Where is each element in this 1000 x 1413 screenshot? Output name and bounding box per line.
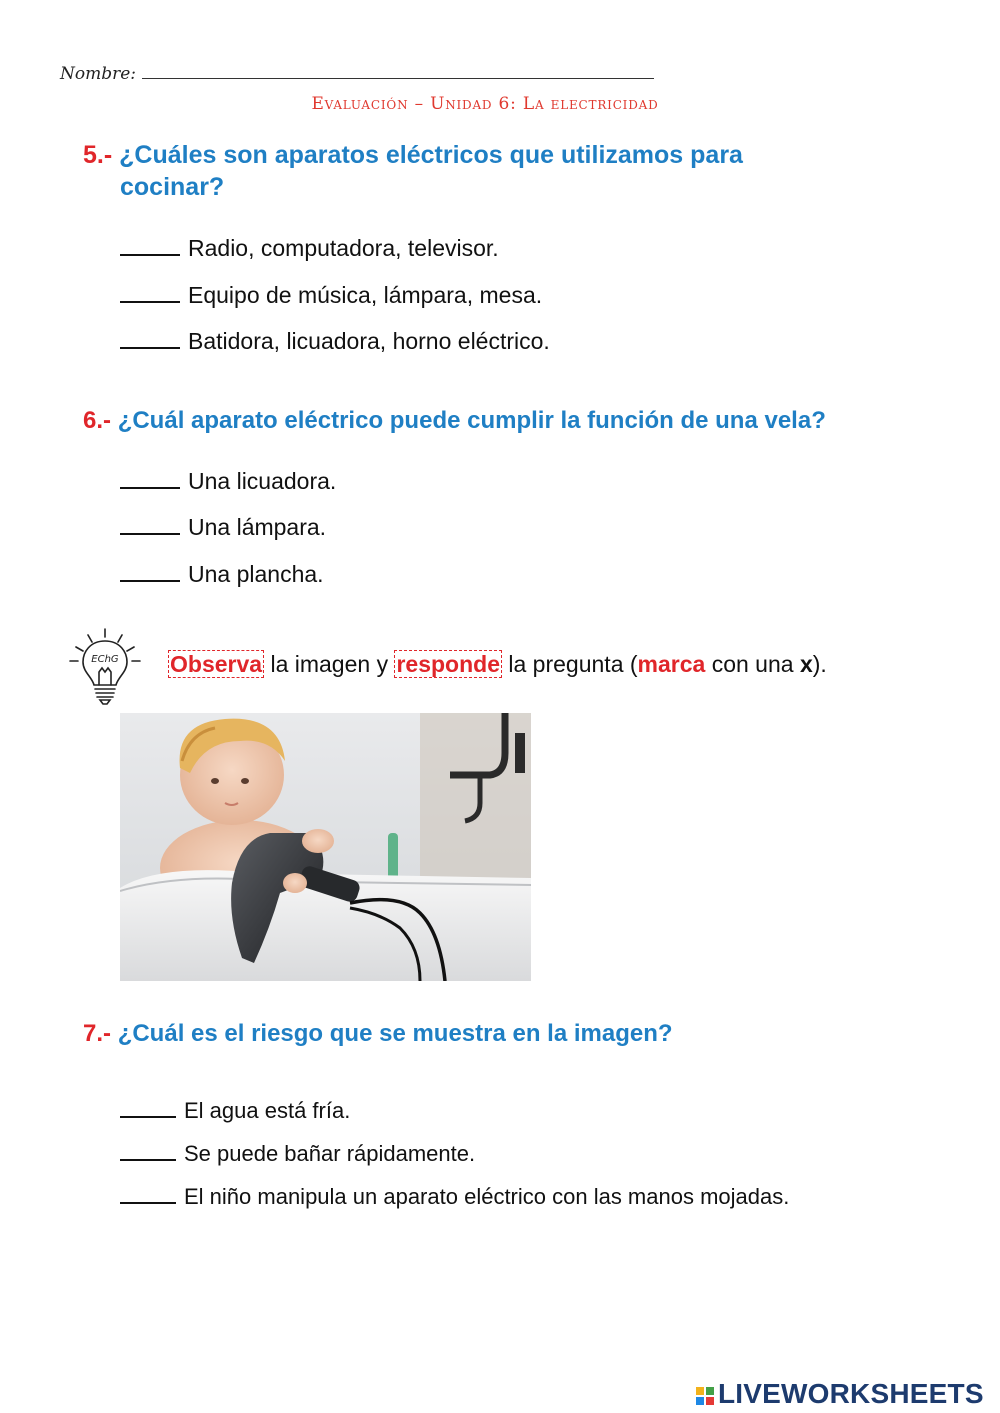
q5-option-2 <box>120 282 542 309</box>
question-5-number: 5.- <box>83 141 113 169</box>
q7-option-3 <box>120 1184 789 1210</box>
q6-option-1-label: Una licuadora. <box>188 468 337 494</box>
logo-text: EChG <box>91 654 119 665</box>
instruction-part-4: ). <box>812 651 827 677</box>
q5-option-2-label: Equipo de música, lámpara, mesa. <box>188 282 543 308</box>
q5-option-2-blank[interactable] <box>120 299 180 303</box>
question-6-number: 6.- <box>83 407 112 434</box>
q7-option-1-blank[interactable] <box>120 1114 176 1118</box>
question-6 <box>83 405 826 437</box>
question-5-text-line1: ¿Cuáles son aparatos eléctricos que utilizamos para <box>119 141 743 169</box>
name-line[interactable] <box>142 64 654 79</box>
q5-option-1-label: Radio, computadora, televisor. <box>188 235 499 261</box>
liveworksheets-logo <box>696 1378 984 1408</box>
q7-option-2 <box>120 1141 475 1167</box>
instruction-text <box>168 651 827 678</box>
q5-option-1-blank[interactable] <box>120 252 180 256</box>
q5-option-3-blank[interactable] <box>120 345 180 349</box>
keyword-responde: responde <box>396 651 500 677</box>
q6-option-2-label: Una lámpara. <box>188 514 327 540</box>
worksheet-subtitle: Evaluación – Unidad 6: La electricidad <box>311 94 659 114</box>
q7-option-3-blank[interactable] <box>120 1200 176 1204</box>
q6-option-2-blank[interactable] <box>120 531 180 535</box>
name-field <box>60 64 654 84</box>
instruction-part-3: con una <box>705 651 800 677</box>
q5-option-3-label: Batidora, licuadora, horno eléctrico. <box>188 328 550 354</box>
q5-option-3 <box>120 328 550 355</box>
q7-option-3-label: El niño manipula un aparato eléctrico con las manos mojadas. <box>184 1184 790 1209</box>
name-label: Nombre: <box>60 64 137 84</box>
instruction-part-1: la imagen y <box>264 651 395 677</box>
q6-option-1-blank[interactable] <box>120 485 180 489</box>
q7-option-2-blank[interactable] <box>120 1157 176 1161</box>
q7-option-2-label: Se puede bañar rápidamente. <box>184 1141 476 1166</box>
brand-name: LIVEWORKSHEETS <box>718 1378 984 1409</box>
keyword-observa: Observa <box>170 651 263 677</box>
question-7-text: ¿Cuál es el riesgo que se muestra en la imagen? <box>117 1020 673 1047</box>
question-5-text-line2: cocinar? <box>120 173 225 201</box>
instruction-part-2: la pregunta ( <box>502 651 638 677</box>
q6-option-2 <box>120 514 326 541</box>
q6-option-3-label: Una plancha. <box>188 561 324 587</box>
question-7-number: 7.- <box>83 1020 112 1047</box>
q6-option-3-blank[interactable] <box>120 578 180 582</box>
child-hairdryer-photo <box>120 713 531 981</box>
q7-option-1 <box>120 1098 350 1124</box>
lightbulb-icon <box>66 627 144 707</box>
question-5 <box>83 139 943 203</box>
q5-option-1 <box>120 235 499 262</box>
q6-option-3 <box>120 561 324 588</box>
liveworksheets-squares-icon <box>696 1387 714 1405</box>
question-6-text: ¿Cuál aparato eléctrico puede cumplir la función de una vela? <box>117 407 826 434</box>
keyword-x: x <box>799 651 813 677</box>
keyword-marca: marca <box>637 651 706 677</box>
q6-option-1 <box>120 468 336 495</box>
q7-option-1-label: El agua está fría. <box>184 1098 351 1123</box>
question-7 <box>83 1018 673 1050</box>
